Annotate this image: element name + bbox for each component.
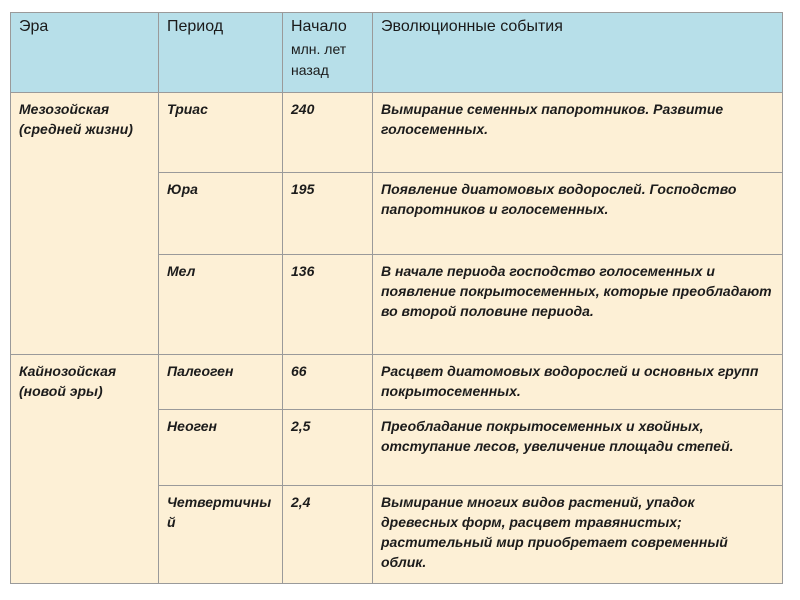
header-start-label: Начало <box>291 18 347 35</box>
table-header <box>11 13 783 93</box>
table-row <box>11 355 783 410</box>
table-row <box>11 93 783 173</box>
period-cell: Неоген <box>159 410 283 486</box>
start-cell: 195 <box>283 173 373 255</box>
period-cell: Мел <box>159 255 283 355</box>
events-cell: Расцвет диатомовых водорослей и основных групп покрытосеменных. <box>373 355 783 410</box>
header-row <box>11 13 783 93</box>
period-cell: Юра <box>159 173 283 255</box>
events-cell: Вымирание многих видов растений, упадок древесных форм, расцвет травянистых; растительный мир приобретает современный облик. <box>373 486 783 584</box>
header-start <box>283 13 373 93</box>
period-cell: Четвертичный <box>159 486 283 584</box>
header-era: Эра <box>11 13 159 93</box>
header-events: Эволюционные события <box>373 13 783 93</box>
table-body <box>11 93 783 584</box>
events-cell: Вымирание семенных папоротников. Развитие голосеменных. <box>373 93 783 173</box>
start-cell: 66 <box>283 355 373 410</box>
era-cell-cenozoic: Кайнозойская (новой эры) <box>11 355 159 584</box>
geological-periods-table <box>10 12 783 584</box>
header-period: Период <box>159 13 283 93</box>
start-cell: 2,4 <box>283 486 373 584</box>
start-cell: 2,5 <box>283 410 373 486</box>
header-start-unit: млн. лет назад <box>291 41 347 78</box>
era-cell-mesozoic: Мезозойская (средней жизни) <box>11 93 159 355</box>
period-cell: Триас <box>159 93 283 173</box>
start-cell: 136 <box>283 255 373 355</box>
events-cell: В начале периода господство голосеменных и появление покрытосеменных, которые преобладают во второй половине периода. <box>373 255 783 355</box>
events-cell: Появление диатомовых водорослей. Господство папоротников и голосеменных. <box>373 173 783 255</box>
events-cell: Преобладание покрытосеменных и хвойных, отступание лесов, увеличение площади степей. <box>373 410 783 486</box>
start-cell: 240 <box>283 93 373 173</box>
period-cell: Палеоген <box>159 355 283 410</box>
